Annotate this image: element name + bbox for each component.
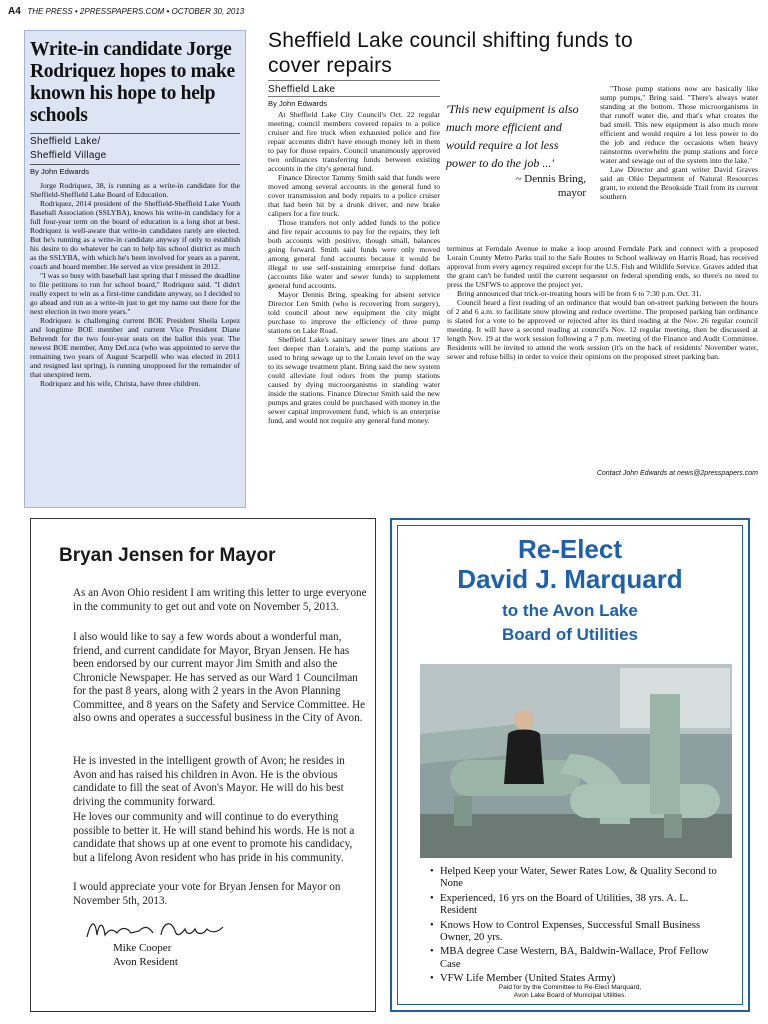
article-paragraph: Jorge Rodriquez, 38, is running as a write-in candidate for the Sheffield-Sheffield Lake Board of Education. — [30, 181, 240, 199]
letter-paragraph: He is invested in the intelligent growth of Avon; he resides in Avon and has raised his children in Avon. He is the obvious candidate to fill the seat of Avon's Mayor. He will do his best driving the community forward. — [73, 755, 345, 808]
letter-paragraph: As an Avon Ohio resident I am writing this letter to urge everyone in the community to get out and vote on November 5, 2013. — [73, 587, 367, 613]
article-paragraph: At Sheffield Lake City Council's Oct. 22 regular meeting, council members covered repairs to a police cruiser and fire truck when exhausted police and fire repair accounts didn't have enough money left in them to pay for those repairs. Council unanimously approved two ordinances transferring funds between existing accounts in the city's general fund. — [268, 110, 440, 173]
marquard-ad — [390, 518, 750, 1012]
list-item: • MBA degree Case Western, BA, Baldwin-Wallace, Prof Fellow Case — [428, 946, 728, 971]
paid-for-notice — [398, 984, 742, 1000]
divider — [30, 133, 240, 134]
ad-inner-border — [397, 525, 743, 1005]
paid-for-line-2: Avon Lake Board of Municipal Utilities. — [513, 992, 627, 999]
divider — [30, 164, 240, 165]
pump-station-image — [420, 664, 732, 858]
article-paragraph: Finance Director Tammy Smith said that funds were moved among several accounts in the general fund to cover transmission and body repairs to a police cruiser that had been hit by a drunk driver, and new brake calipers for a fire truck. — [268, 173, 440, 218]
article-paragraph: Council heard a first reading of an ordinance that would ban on-street parking between the hours of 2 and 6 a.m. to facilitate snow plowing and reduce overtime. The proposed parking ban ordinance is slated for a vote to be approved or rejected after its third reading at the Nov. 26 regular council meeting. It will have a second reading at council's Nov. 12 regular meeting, then be discussed at length Nov. 19 at the work session following a 7 p.m. meeting of the Finance and Audit Committee. Residents will be invited to attend the work session (it's on the back of residents' November water, sewer and refuse bills) in order to voice their opinions on the proposed street parking ban. — [447, 298, 758, 361]
article-paragraph: Those transfers not only added funds to the police and fire repair accounts to pay for the repairs, they left both accounts with positive, though small, balances going forward. Smith said funds were only moved among general fund accounts because it would be illegal to use self-sustaining enterprise fund dollars (accounts like water and sewer funds) to supplement general fund accounts. — [268, 218, 440, 290]
letter-paragraph: I also would like to say a few words about a wonderful man, friend, and current candidate for Mayor, Bryan Jensen. He has been endorsed by our current mayor Jim Smith and also the Chronicle Newspaper. He has served as our Ward 1 Councilman for the past 8 years, along with 2 years in the Avon Planning Committee, and 8 years on the Safety and Service Committee. He also owns and operates a successful business in the City of Avon. — [73, 631, 366, 724]
article-paragraph: terminus at Ferndale Avenue to make a loop around Ferndale Park and connect with a proposed Lorain County Metro Parks trail to the Safe Routes to School walkway on Harris Road, has received approval from every agency required except for the U.S. Fish and Wildlife Service. Graves added that the grant can't be funded until the current sequester on federal spending ends, so there's no need to press the USFWS to approve the project yet. — [447, 244, 758, 289]
council-column-1 — [268, 110, 440, 425]
list-item: • VFW Life Member (United States Army) — [428, 973, 728, 985]
council-column-continued — [447, 244, 758, 361]
paid-for-line-1: Paid for by the Committee to Re-Elect Marquard, — [498, 984, 642, 991]
signer-name: Mike Cooper — [113, 942, 172, 954]
pull-quote-attribution: ~ Dennis Bring, — [515, 173, 586, 185]
pull-quote-text: 'This new equipment is also much more efficient and would require a lot less power to do the job ...' — [446, 102, 579, 170]
masthead-line: THE PRESS • 2PRESSPAPERS.COM • OCTOBER 30, 2013 — [27, 7, 245, 16]
list-item: • Knows How to Control Expenses, Successful Small Business Owner, 20 yrs. — [428, 920, 728, 945]
rodriquez-dateline-2: Sheffield Village — [30, 150, 107, 161]
council-column-3 — [600, 84, 758, 201]
marquard-title-line-4: Board of Utilities — [501, 625, 638, 644]
rodriquez-dateline-1: Sheffield Lake/ — [30, 136, 101, 147]
page-header — [8, 6, 760, 20]
letter-paragraph: He loves our community and will continue to do everything possible to better it. He will stand behind his words. He is not a candidate that shows up at one event to promote his candidacy, but a lifelong Avon resident who has pride in his community. — [73, 811, 355, 864]
article-paragraph: Bring announced that trick-or-treating hours will be from 6 to 7:30 p.m. Oct. 31. — [457, 289, 702, 298]
article-paragraph: Rodriquez and his wife, Christa, have three children. — [40, 379, 201, 388]
divider — [268, 80, 440, 81]
council-headline: Sheffield Lake council shifting funds to cover repairs — [268, 29, 633, 77]
marquard-title-line-3: to the Avon Lake — [502, 601, 638, 620]
marquard-title-line-2: David J. Marquard — [457, 564, 683, 594]
rodriquez-byline: By John Edwards — [30, 167, 90, 176]
list-item: • Helped Keep your Water, Sewer Rates Low, & Quality Second to None — [428, 866, 728, 891]
council-dateline: Sheffield Lake — [268, 84, 336, 95]
article-paragraph: "Those pump stations now are basically like sump pumps," Bring said. "There's always water standing at the bottom. Those microorganisms in that runoff water die, and that's what creates the bad smell. This new equipment is also much more efficient and would require a lot less power to do the job and reduce the occasions when heavy rainstorms overwhelm the pump stations and force water and sewage out of the system into the lake." — [600, 84, 758, 165]
article-paragraph: Mayor Dennis Bring, speaking for absent service Director Len Smith (who is recovering from surgery), told council about new equipment the city might purchase to improve the efficiency of three pump stations on Lake Road. — [268, 290, 440, 335]
candidate-photo — [420, 664, 732, 858]
divider — [268, 96, 440, 97]
article-paragraph: Rodriquez, 2014 president of the Sheffield-Sheffield Lake Youth Baseball Association (SSLYBA), knows his write-in candidacy for a full four-year term on the board of education is a long shot at best. Rodriquez is well-aware that write-in candidates rarely are elected. But he's running as a write-in candidate anyway if only to establish his desire to do whatever he can to help his school district as much as the SSLYBA, with which he's been involved for years as a parent, coach and board member. He served as vice president in 2012. — [30, 199, 240, 271]
signer-block — [113, 941, 178, 969]
letter-paragraph: I would appreciate your vote for Bryan Jensen for Mayor on November 5th, 2013. — [73, 881, 341, 907]
signer-title: Avon Resident — [113, 956, 178, 968]
qualifications-list — [428, 866, 728, 988]
pull-quote — [446, 100, 586, 200]
article-paragraph: Sheffield Lake's sanitary sewer lines are about 17 feet deeper than Lorain's, and the pump stations are used to bring sewage up to the Lorain level on the way to its sewage treatment plant. Bring said the new system could alleviate foul odors from the pump stations caused by dying microorganisms in standing water inside the stations. Finance Director Smith said the new pumps and grates could be purchased with money in the sewer capital improvement fund, which is an enterprise fund, and would not require any general fund money. — [268, 335, 440, 425]
list-item: • Experienced, 16 yrs on the Board of Utilities, 38 yrs. A. L. Resident — [428, 893, 728, 918]
article-paragraph: Law Director and grant writer David Graves said an Ohio Department of Natural Resources grant, to extend the Brookside Trail from its current southern — [600, 165, 758, 201]
contact-line: Contact John Edwards at news@2presspapers.com — [596, 470, 758, 477]
rodriquez-headline: Write-in candidate Jorge Rodriquez hopes to make known his hope to help schools — [30, 39, 235, 126]
jensen-ad-title: Bryan Jensen for Mayor — [59, 545, 276, 566]
page-number: A4 — [8, 6, 21, 17]
jensen-ad — [30, 518, 376, 1012]
council-byline: By John Edwards — [268, 99, 328, 108]
article-paragraph: "I was so busy with baseball last spring that I missed the deadline to file petitions to run for school board," Rodriquez said. "I didn't really expect to win as a first-time candidate anyway, so I decided to go ahead and run as a write-in just to get my name out there for the next election in two more years." — [30, 271, 240, 316]
article-paragraph: Rodriquez is challenging current BOE President Sheila Lopez and longtime BOE member and current Vice President Diane Behrendt for the two four-year seats on the ballot this year. The newest BOE member, Amy DeLuca (who was appointed to serve the remaining two years of August Scarpelli who was elected in 2011 and resigned last spring), is running unopposed for the remainder of that unexpired term. — [30, 316, 240, 379]
rodriquez-article — [24, 30, 246, 508]
pull-quote-title: mayor — [557, 187, 586, 199]
marquard-title-line-1: Re-Elect — [517, 534, 623, 564]
